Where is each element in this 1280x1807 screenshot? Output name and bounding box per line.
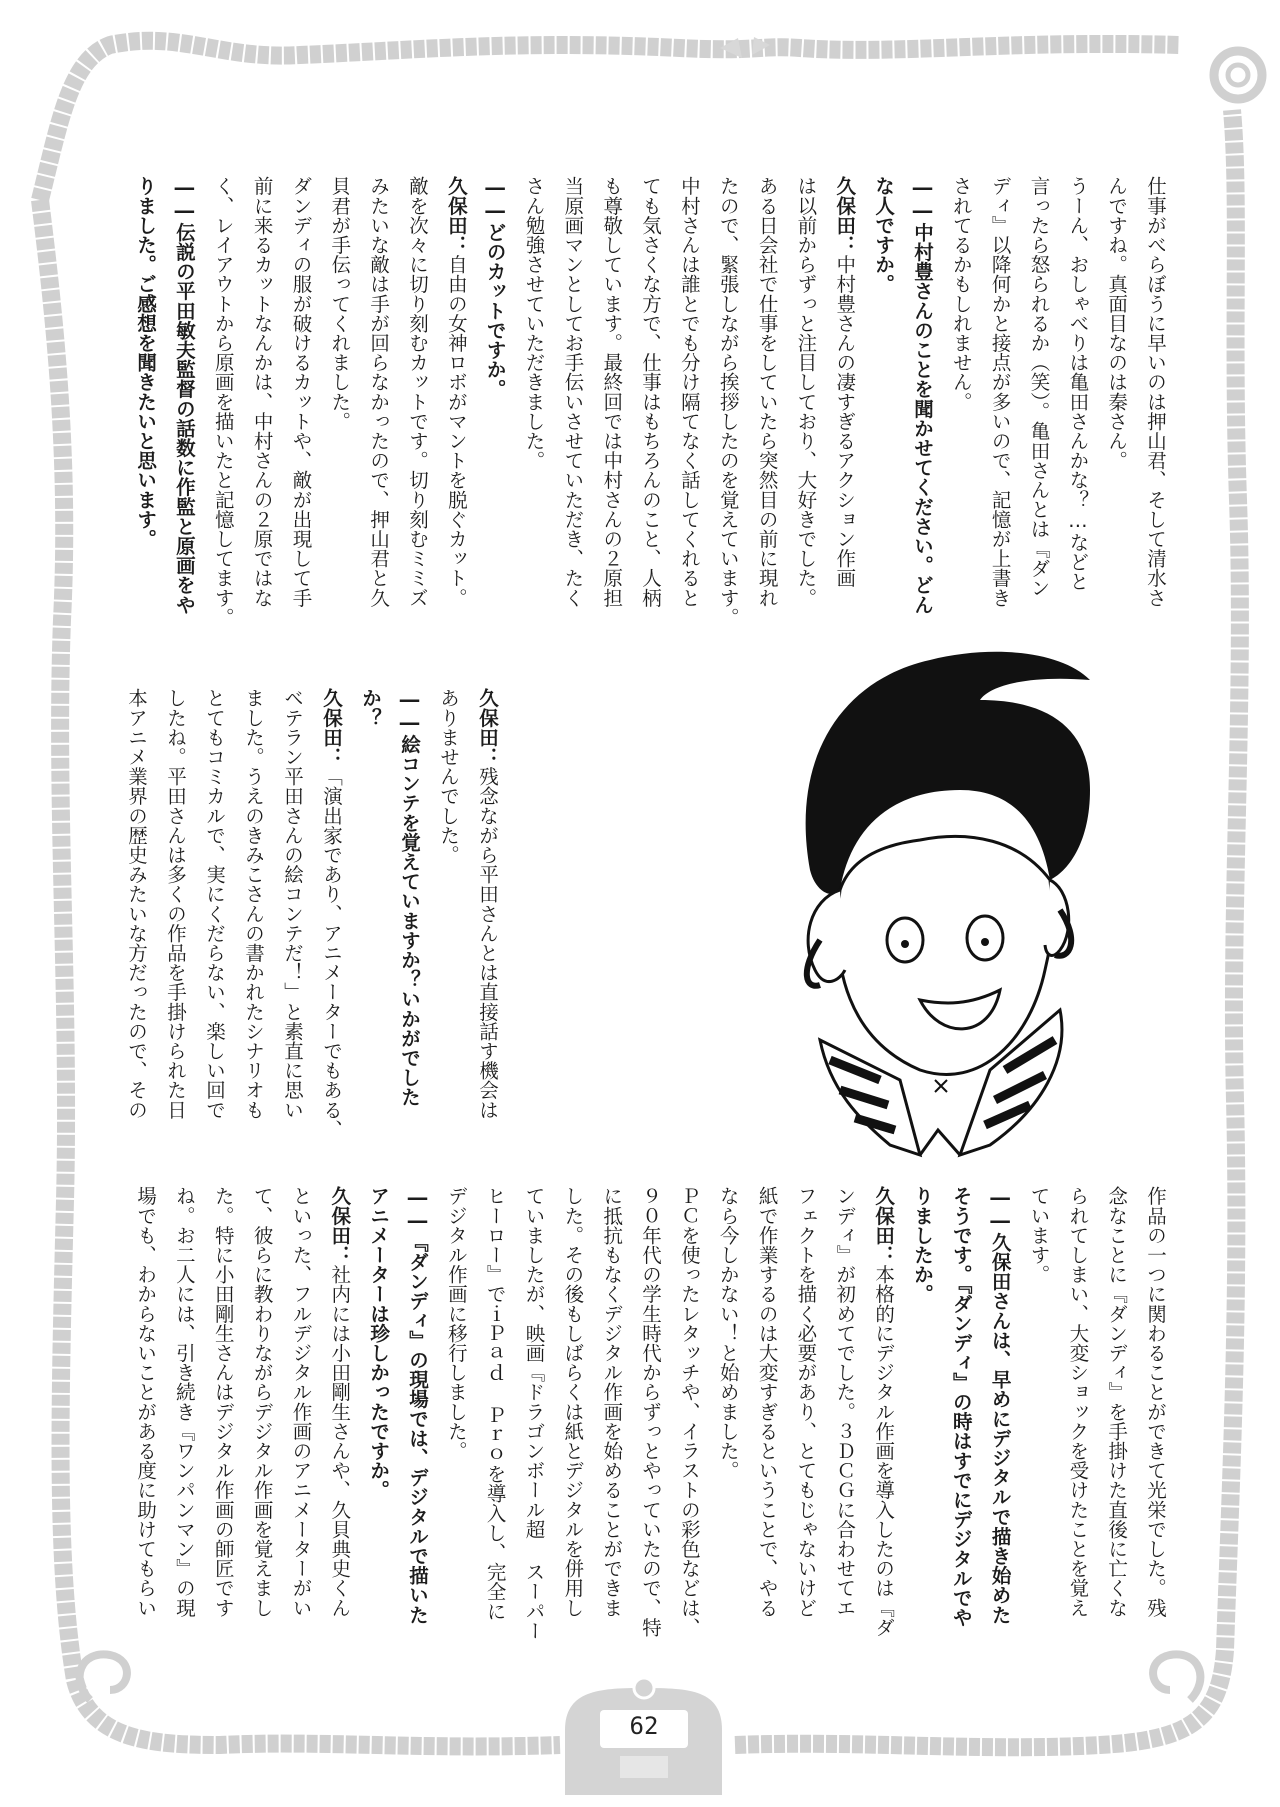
text-column [164, 1186, 203, 1656]
text-column [156, 688, 195, 1128]
text-column [468, 688, 507, 1128]
column-text: ――どのカットですか。 [483, 176, 507, 399]
column-text: されてるかもしれません。 [949, 176, 973, 412]
column-text: 言ったら怒られるか（笑）。亀田さんとは『ダン [1027, 176, 1051, 598]
column-text: うーん、おしゃべりは亀田さんかな？…などと [1066, 176, 1090, 592]
interviewer-question-line [475, 176, 514, 646]
text-column [117, 688, 156, 1128]
text-column [319, 1186, 358, 1656]
column-text: りました。ご感想を聞きたいと思います。 [134, 176, 158, 549]
column-text: ね。お二人には、引き続き『ワンパンマン』の現 [172, 1186, 196, 1618]
text-column [786, 176, 825, 646]
column-text: ――中村豊さんのことを聞かせてください。どん [910, 176, 934, 615]
text-column [514, 1186, 553, 1656]
column-text: 場でも、わからないことがある度に助けてもらい [134, 1186, 158, 1618]
column-text: 前に来るカットなんかは、中村さんの２原ではな [250, 176, 274, 608]
interviewer-question-line [358, 1186, 397, 1656]
text-column [195, 688, 234, 1128]
text-column [669, 176, 708, 646]
column-text: ――伝説の平田敏夫監督の話数に作監と原画をや [172, 176, 196, 615]
text-column [630, 1186, 669, 1656]
column-text: ディ』以降何かと接点が多いので、記憶が上書き [988, 176, 1012, 608]
column-text: ある日会社で仕事をしていたら突然目の前に現れ [755, 176, 779, 608]
column-text: ありませんでした。 [437, 688, 460, 865]
column-text: 貝君が手伝ってくれました。 [328, 176, 352, 431]
text-column [281, 1186, 320, 1656]
text-column [1096, 1186, 1135, 1656]
text-column [1019, 1186, 1058, 1656]
speaker-label: 久保田： [872, 1186, 896, 1265]
column-text: ヒーロー』でｉＰａｄ Ｐｒｏを導入し、完全に [483, 1186, 507, 1621]
column-text: ベテラン平田さんの絵コンテだ！」と素直に思い [281, 688, 304, 1120]
column-text: 本格的にデジタル作画を導入したのは『ダ [872, 1264, 896, 1637]
text-column [203, 1186, 242, 1656]
column-text: とてもコミカルで、実にくだらない、楽しい回で [203, 688, 226, 1120]
column-text: たので、緊張しながら挨拶したのを覚えています。 [716, 176, 740, 627]
column-text: は以前からずっと注目しており、大好きでした。 [794, 176, 818, 608]
text-column [397, 176, 436, 646]
column-text: 当原画マンとしてお手伝いさせていただき、たく [561, 176, 585, 608]
interviewer-question-line [863, 176, 902, 646]
column-text: さん勉強させていただきました。 [522, 176, 546, 470]
text-column [203, 176, 242, 646]
column-text: そうです。『ダンディ』の時はすでにデジタルでや [949, 1186, 973, 1628]
column-text: 仕事がべらぼうに早いのは押山君、そして清水さ [1144, 176, 1167, 608]
column-text: みたいな敵は手が回らなかったので、押山君と久 [367, 176, 391, 608]
text-column [1057, 1186, 1096, 1656]
text-column [436, 176, 475, 646]
text-column [312, 688, 351, 1139]
text-column [591, 176, 630, 646]
column-text: か？ [359, 688, 382, 728]
interviewer-question-line [164, 176, 203, 646]
interviewer-question-line [351, 688, 390, 1128]
text-column [1019, 176, 1058, 646]
text-column [281, 176, 320, 646]
interviewer-question-line [902, 176, 941, 646]
column-text: フェクトを描く必要があり、とてもじゃないけど [794, 1186, 818, 1618]
column-text: ――『ダンディ』の現場では、デジタルで描いた [405, 1186, 429, 1625]
speaker-label: 久保田： [320, 688, 343, 767]
column-text: られてしまい、大変ショックを受けたことを覚え [1066, 1186, 1090, 1618]
text-column [242, 176, 281, 646]
column-text: ンディ』が初めてでした。３ＤＣＧに合わせてエ [833, 1186, 857, 1618]
column-text: 紙で作業するのは大変すぎるということで、やる [755, 1186, 779, 1618]
column-text: んですね。真面目なのは秦さん。 [1105, 176, 1129, 470]
column-text: なら今しかない！と始めました。 [716, 1186, 740, 1480]
text-column [242, 1186, 281, 1656]
interview-text-middle [117, 688, 507, 1139]
text-column [553, 176, 592, 646]
column-text: て、彼らに教わりながらデジタル作画を覚えまし [250, 1186, 274, 1618]
text-column [429, 688, 468, 1128]
column-text: アニメーターは珍しかったですか。 [367, 1186, 391, 1500]
text-column [1135, 1186, 1174, 1656]
text-column [941, 176, 980, 646]
text-column [747, 1186, 786, 1656]
interviewer-question-line [980, 1186, 1019, 1656]
speaker-label: 久保田： [328, 1186, 352, 1265]
column-text: 敵を次々に切り刻むカットです。切り刻むミミズ [405, 176, 429, 608]
text-column [980, 176, 1019, 646]
dandy-character-illustration [690, 640, 1150, 1165]
text-column [125, 1186, 164, 1656]
column-text: りましたか。 [910, 1186, 934, 1304]
interviewer-question-line [902, 1186, 941, 1656]
column-text: ていましたが、映画『ドラゴンボール超 スーパー [522, 1186, 546, 1641]
text-column [358, 176, 397, 646]
interview-text-top [125, 176, 1174, 646]
column-text: した。その後もしばらくは紙とデジタルを併用し [561, 1186, 585, 1618]
column-text: 本アニメ業界の歴史みたいな方だったので、その [125, 688, 148, 1120]
column-text: 社内には小田剛生さんや、久貝典史くん [328, 1264, 352, 1618]
speaker-label: 久保田： [476, 688, 499, 767]
column-text: も尊敬しています。最終回では中村さんの２原担 [600, 176, 624, 608]
interviewer-question-line [941, 1186, 980, 1656]
column-text: に抵抗もなくデジタル作画を始めることができま [600, 1186, 624, 1618]
text-column [1096, 176, 1135, 646]
column-text: 自由の女神ロボがマントを脱ぐカット。 [444, 254, 468, 608]
text-column [273, 688, 312, 1128]
column-text: 念なことに『ダンディ』を手掛けた直後に亡くな [1105, 1186, 1129, 1618]
column-text: したね。平田さんは多くの作品を手掛けられた日 [164, 688, 187, 1120]
speaker-label: 久保田： [833, 176, 857, 255]
text-column [708, 176, 747, 646]
interviewer-question-line [397, 1186, 436, 1656]
column-text: 作品の一つに関わることができて光栄でした。残 [1144, 1186, 1167, 1618]
page-number: 62 [629, 1712, 659, 1740]
speaker-label: 久保田： [444, 176, 468, 255]
column-text: ました。うえのきみこさんの書かれたシナリオも [242, 688, 265, 1120]
column-text: ています。 [1027, 1186, 1051, 1284]
column-text: た。特に小田剛生さんはデジタル作画の師匠です [211, 1186, 235, 1618]
interviewer-question-line [390, 688, 429, 1128]
interview-text-bottom [125, 1186, 1174, 1656]
text-column [591, 1186, 630, 1656]
text-column [1135, 176, 1174, 646]
text-column [747, 176, 786, 646]
column-text: ――久保田さんは、早めにデジタルで描き始めた [988, 1186, 1012, 1625]
column-text: ダンディの服が破けるカットや、敵が出現して手 [289, 176, 313, 608]
text-column [669, 1186, 708, 1656]
text-column [475, 1186, 514, 1656]
text-column [863, 1186, 902, 1656]
column-text: デジタル作画に移行しました。 [444, 1186, 468, 1461]
text-column [1057, 176, 1096, 646]
interviewer-question-line [125, 176, 164, 646]
text-column [786, 1186, 825, 1656]
text-column [553, 1186, 592, 1656]
text-column [234, 688, 273, 1128]
text-column [514, 176, 553, 646]
column-text: な人ですか。 [872, 176, 896, 294]
column-text: く、レイアウトから原画を描いたと記憶してます。 [211, 176, 235, 627]
column-text: 残念ながら平田さんとは直接話す機会は [476, 766, 499, 1120]
column-text: ＰＣを使ったレタッチや、イラストの彩色などは、 [677, 1186, 701, 1637]
text-column [824, 176, 863, 646]
column-text: 中村さんは誰とでも分け隔てなく話してくれると [677, 176, 701, 608]
text-column [630, 176, 669, 646]
column-text: といった、フルデジタル作画のアニメーターがい [289, 1186, 313, 1618]
text-column [319, 176, 358, 646]
text-column [708, 1186, 747, 1656]
text-column [824, 1186, 863, 1656]
column-text: ても気さくな方で、仕事はもちろんのこと、人柄 [639, 176, 663, 608]
column-text: ――絵コンテを覚えていますか？いかがでした [398, 688, 421, 1107]
text-column [436, 1186, 475, 1656]
column-text: ９０年代の学生時代からずっとやっていたので、特 [639, 1186, 663, 1637]
column-text: 「演出家であり、アニメーターでもある、 [320, 766, 343, 1139]
column-text: 中村豊さんの凄すぎるアクション作画 [833, 254, 857, 588]
